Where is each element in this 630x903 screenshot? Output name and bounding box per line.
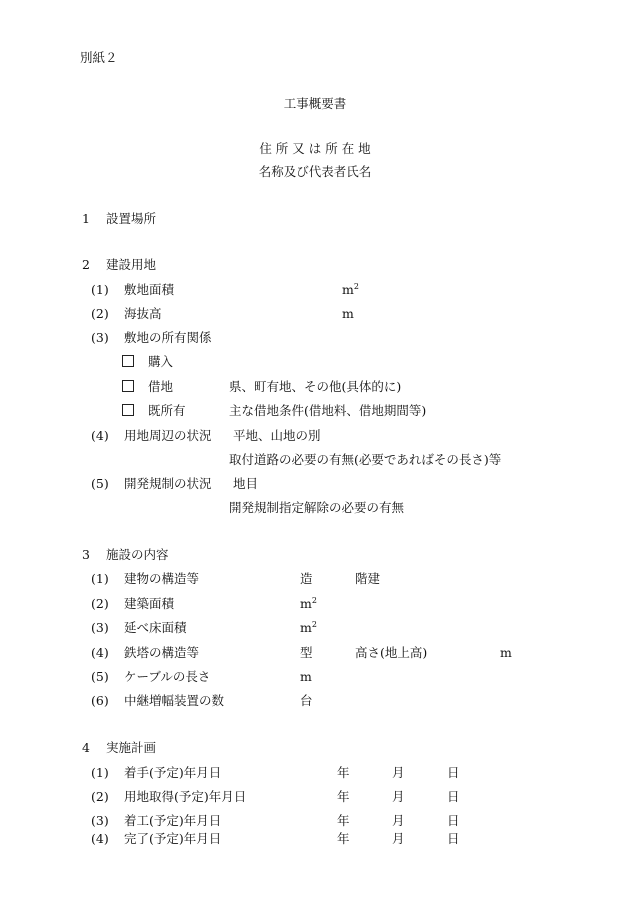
s4-item-4-month: 月 <box>392 831 405 846</box>
s3-item-2-label: 建築面積 <box>124 596 175 611</box>
section-2-title: 建設用地 <box>106 257 157 272</box>
checkbox-owned[interactable] <box>122 403 134 419</box>
document-title: 工事概要書 <box>283 96 347 111</box>
option-lease-label: 借地 <box>148 379 174 394</box>
s4-item-4-day: 日 <box>447 831 460 846</box>
s4-item-3-month: 月 <box>392 813 405 828</box>
section-1-title: 設置場所 <box>106 211 157 226</box>
s2-item-2-number: (2) <box>91 306 109 321</box>
s2-item-4-number: (4) <box>91 428 109 443</box>
s4-item-3-label: 着工(予定)年月日 <box>124 813 222 828</box>
s4-item-2-label: 用地取得(予定)年月日 <box>124 789 247 804</box>
s4-item-3-day: 日 <box>447 813 460 828</box>
s3-item-4-unit-b: 高さ(地上高) <box>355 645 428 660</box>
s2-item-3-number: (3) <box>91 330 109 345</box>
s3-item-4-number: (4) <box>91 645 109 660</box>
s2-item-1-label: 敷地面積 <box>124 282 175 297</box>
s4-item-1-label: 着手(予定)年月日 <box>124 765 222 780</box>
s3-item-1-unit-b: 階建 <box>355 571 381 586</box>
section-3-number: 3 <box>82 547 90 562</box>
s3-item-3-number: (3) <box>91 620 109 635</box>
attachment-label: 別紙２ <box>80 50 118 65</box>
s3-item-1-label: 建物の構造等 <box>124 571 200 586</box>
s2-item-1-number: (1) <box>91 282 109 297</box>
option-purchase-label: 購入 <box>148 354 174 369</box>
s2-item-4-detail-b: 取付道路の必要の有無(必要であればその長さ)等 <box>229 452 502 467</box>
s3-item-6-label: 中継増幅装置の数 <box>124 693 225 708</box>
s4-item-1-number: (1) <box>91 765 109 780</box>
s4-item-1-month: 月 <box>392 765 405 780</box>
s3-item-3-unit: $m^2$ <box>300 619 317 635</box>
s3-item-6-unit: 台 <box>300 693 313 708</box>
s3-item-1-unit-a: 造 <box>300 571 313 586</box>
checkbox-purchase[interactable] <box>122 354 134 370</box>
s4-item-1-year: 年 <box>337 765 350 780</box>
s3-item-5-number: (5) <box>91 669 109 684</box>
section-3-title: 施設の内容 <box>106 547 169 562</box>
s2-item-5-label: 開発規制の状況 <box>124 476 212 491</box>
s4-item-2-year: 年 <box>337 789 350 804</box>
section-2-number: 2 <box>82 257 90 272</box>
s2-item-5-detail-b: 開発規制指定解除の必要の有無 <box>229 500 405 515</box>
s4-item-4-year: 年 <box>337 831 350 846</box>
s3-item-2-unit: $m^2$ <box>300 595 317 611</box>
applicant-name: 名称及び代表者氏名 <box>258 164 372 179</box>
s3-item-6-number: (6) <box>91 693 109 708</box>
s4-item-3-number: (3) <box>91 813 109 828</box>
s3-item-3-label: 延べ床面積 <box>124 620 187 635</box>
s2-item-5-detail-a: 地目 <box>233 476 259 491</box>
s2-item-4-detail-a: 平地、山地の別 <box>233 428 321 443</box>
s4-item-2-number: (2) <box>91 789 109 804</box>
s3-item-4-label: 鉄塔の構造等 <box>124 645 200 660</box>
s4-item-4-number: (4) <box>91 831 109 846</box>
option-owned-label: 既所有 <box>148 403 186 418</box>
s4-item-2-month: 月 <box>392 789 405 804</box>
checkbox-lease[interactable] <box>122 379 134 395</box>
s4-item-1-day: 日 <box>447 765 460 780</box>
s2-item-5-number: (5) <box>91 476 109 491</box>
s3-item-4-unit-a: 型 <box>300 645 313 660</box>
s4-item-2-day: 日 <box>447 789 460 804</box>
section-4-number: 4 <box>82 740 90 755</box>
s3-item-2-number: (2) <box>91 596 109 611</box>
s2-item-3-label: 敷地の所有関係 <box>124 330 212 345</box>
section-4-title: 実施計画 <box>106 740 157 755</box>
s2-item-2-unit: m <box>342 306 354 321</box>
s4-item-4-label: 完了(予定)年月日 <box>124 831 222 846</box>
s2-item-4-label: 用地周辺の状況 <box>124 428 212 443</box>
s3-item-1-number: (1) <box>91 571 109 586</box>
section-1-number: 1 <box>82 211 90 226</box>
s4-item-3-year: 年 <box>337 813 350 828</box>
option-lease-note: 県、町有地、その他(具体的に) <box>229 379 402 394</box>
s3-item-4-unit-c: m <box>500 645 512 660</box>
option-owned-note: 主な借地条件(借地料、借地期間等) <box>229 403 427 418</box>
s2-item-1-unit: $m^2$ <box>342 281 359 297</box>
s3-item-5-label: ケーブルの長さ <box>124 669 211 684</box>
s2-item-2-label: 海抜高 <box>124 306 162 321</box>
s3-item-5-unit: m <box>300 669 312 684</box>
applicant-address: 住 所 又 は 所 在 地 <box>259 141 371 156</box>
